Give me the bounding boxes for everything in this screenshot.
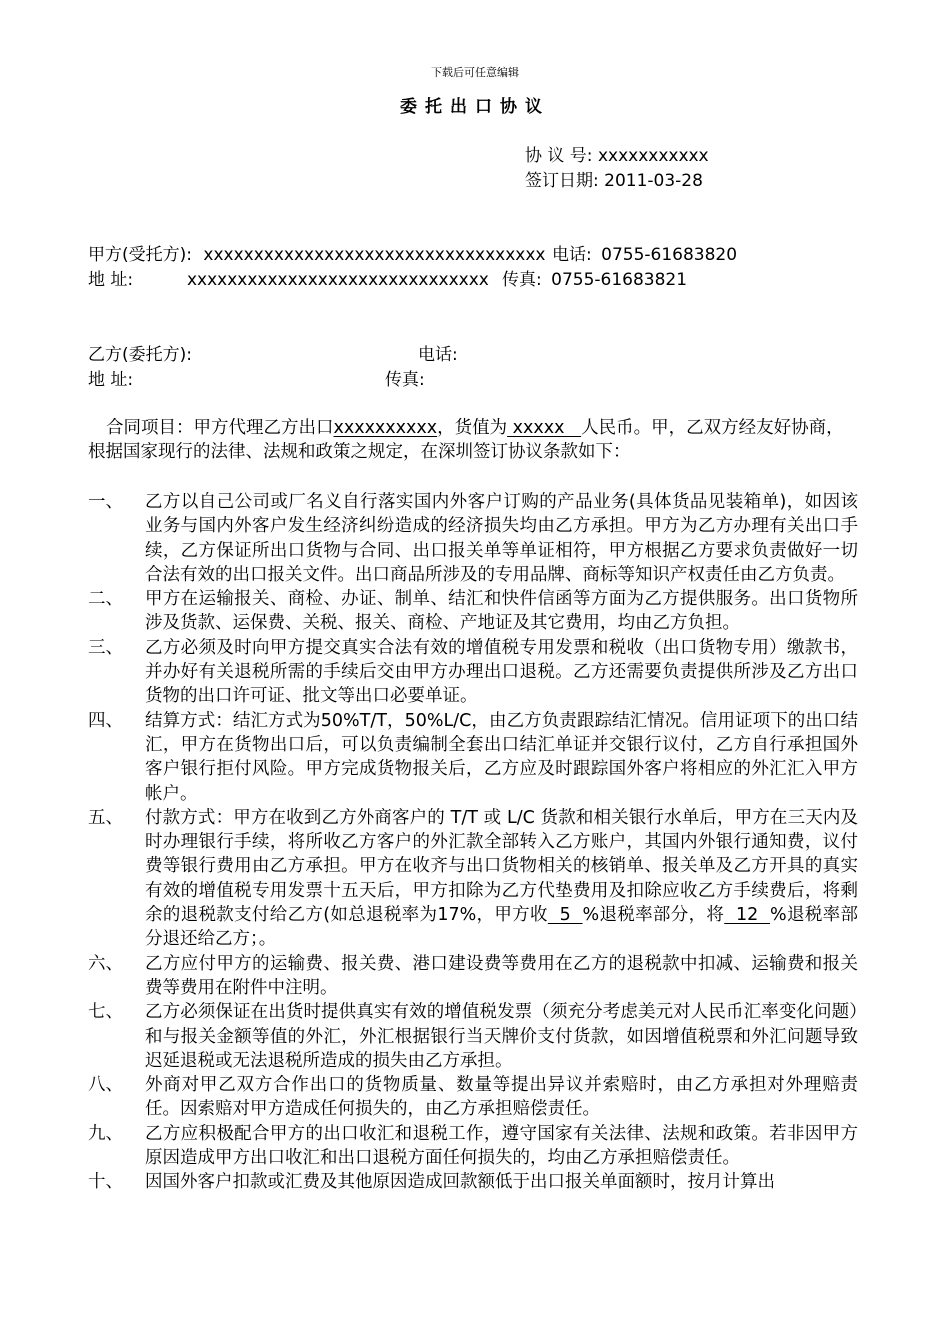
clause-text: 因国外客户扣款或汇费及其他原因造成回款额低于出口报关单面额时，按月计算出 (145, 1172, 775, 1193)
clause-text: %退税率部分退还给乙方；。 (145, 905, 858, 950)
party-b-address-label: 地 址: (88, 370, 134, 390)
clause-text: 外商对甲乙双方合作出口的货物质量、数量等提出异议并索赔时，由乙方承担对外理赔责任。因索赔对甲方造成任何损失的，由乙方承担赔偿责任。 (145, 1075, 858, 1120)
clause-number: 一、 (88, 492, 123, 512)
clause-number: 九、 (88, 1123, 123, 1144)
clause-text: 乙方以自己公司或厂名义自行落实国内外客户订购的产品业务(具体货品见装箱单)，如因该业务与国内外客户发生经济纠纷造成的经济损失均由乙方承担。甲方为乙方办理有关出口手续，乙方保证所出口货物与合同、出口报关单等单证相符，甲方根据乙方要求负责做好一切合法有效的出口报关文件。出口商品所涉及的专用品牌、商标等知识产权责任由乙方负责。 (145, 492, 858, 585)
agreement-number-label: 协 议 号: (525, 146, 593, 166)
intro-text-3: 人民币。甲，乙双方经友好协商，根据国家现行的法律、法规和政策之规定，在深圳签订协议条款如下： (88, 418, 844, 462)
clause-number: 七、 (88, 1002, 123, 1023)
clause-text: 付款方式：甲方在收到乙方外商客户的 T/T 或 L/C 货款和相关银行水单后，甲方在三天内及时办理银行手续，将所收乙方客户的外汇款全部转入乙方账户，其国内外银行通知费，议付费等银行费用由乙方承担。甲方在收齐与出口货物相关的核销单、报关单及乙方开具的真实有效的增值税专用发票十五天后，甲方扣除为乙方代垫费用及扣除应收乙方手续费后，将剩余的退税款支付给乙方(如总退税率为17%，甲方收 (145, 807, 858, 926)
clause-10 (88, 1170, 858, 1194)
party-a-fax-label: 传真: (502, 270, 542, 290)
clause-number: 四、 (88, 710, 123, 731)
clause-9 (88, 1122, 858, 1171)
party-a-phone-value: 0755-61683820 (601, 245, 738, 265)
party-a-address-label: 地 址: (88, 270, 134, 290)
party-b-fax-label: 传真: (385, 370, 425, 390)
party-a-fax-row (502, 269, 687, 291)
party-a-phone-row (552, 244, 737, 266)
party-a-name-label: 甲方(受托方): (88, 245, 192, 265)
intro-text-1: 合同项目：甲方代理乙方出口 (106, 418, 334, 438)
header-note: 下载后可任意编辑 (431, 66, 519, 79)
clause-5 (88, 806, 858, 952)
party-a-name-value: xxxxxxxxxxxxxxxxxxxxxxxxxxxxxxxxxx (203, 245, 546, 265)
clause-8 (88, 1073, 858, 1122)
clause-1 (88, 490, 858, 587)
clause-text: 乙方必须及时向甲方提交真实合法有效的增值税专用发票和税收（出口货物专用）缴款书，并办好有关退税所需的手续后交由甲方办理出口退税。乙方还需要负责提供所涉及乙方出口货物的出口许可证、批文等出口必要单证。 (145, 637, 858, 707)
clause-3 (88, 636, 858, 709)
agreement-number-value: xxxxxxxxxxx (597, 146, 709, 166)
signing-date-value: 2011-03-28 (604, 171, 703, 191)
clause-5-rate-1: 5 (547, 905, 583, 926)
clause-text: 结算方式：结汇方式为50%T/T，50%L/C，由乙方负责跟踪结汇情况。信用证项下的出口结汇，甲方在货物出口后，可以负责编制全套出口结汇单证并交银行议付，乙方自行承担国外客户银行拒付风险。甲方完成货物报关后，乙方应及时跟踪国外客户将相应的外汇汇入甲方帐户。 (145, 710, 858, 804)
document-title: 委托出口协议 (400, 97, 550, 117)
party-b-phone-label: 电话: (418, 345, 458, 365)
clause-number: 六、 (88, 953, 123, 974)
clause-5-rate-2: 12 (724, 905, 771, 926)
party-a-address-value: xxxxxxxxxxxxxxxxxxxxxxxxxxxxxx (187, 270, 489, 290)
intro-value: xxxxx (507, 418, 582, 438)
clause-text: %退税率部分，将 (582, 905, 725, 926)
intro-project: xxxxxxxxxx (333, 418, 438, 438)
agreement-number-row (525, 145, 709, 167)
clause-number: 五、 (88, 807, 123, 828)
clause-7 (88, 1000, 858, 1073)
party-a-phone-label: 电话: (552, 245, 592, 265)
clause-text: 乙方应付甲方的运输费、报关费、港口建设费等费用在乙方的退税款中扣减、运输费和报关费等费用在附件中注明。 (145, 953, 858, 998)
party-a-name-row (88, 244, 545, 266)
clause-4 (88, 709, 858, 806)
intro-text-2: ，货值为 (437, 418, 508, 438)
clause-6 (88, 952, 858, 1001)
clause-number: 八、 (88, 1075, 123, 1096)
party-a-fax-value: 0755-61683821 (551, 270, 688, 290)
clause-text: 乙方应积极配合甲方的出口收汇和退税工作，遵守国家有关法律、法规和政策。若非因甲方原因造成甲方出口收汇和出口退税方面任何损失的，均由乙方承担赔偿责任。 (145, 1123, 858, 1169)
clause-text: 甲方在运输报关、商检、办证、制单、结汇和快件信函等方面为乙方提供服务。出口货物所涉及货款、运保费、关税、报关、商检、产地证及其它费用，均由乙方负担。 (145, 589, 858, 634)
clause-number: 二、 (88, 589, 123, 610)
party-b-name-label: 乙方(委托方): (88, 345, 192, 365)
clause-list (88, 490, 858, 1195)
clause-number: 三、 (88, 637, 123, 658)
clause-text: 乙方必须保证在出货时提供真实有效的增值税发票（须充分考虑美元对人民币汇率变化问题）和与报关金额等值的外汇，外汇根据银行当天牌价支付货款，如因增值税票和外汇问题导致迟延退税或无法退税所造成的损失由乙方承担。 (145, 1002, 858, 1071)
clause-2 (88, 587, 858, 636)
signing-date-label: 签订日期: (525, 171, 599, 191)
signing-date-row (525, 170, 703, 192)
clause-number: 十、 (88, 1172, 123, 1193)
contract-intro (88, 416, 858, 464)
